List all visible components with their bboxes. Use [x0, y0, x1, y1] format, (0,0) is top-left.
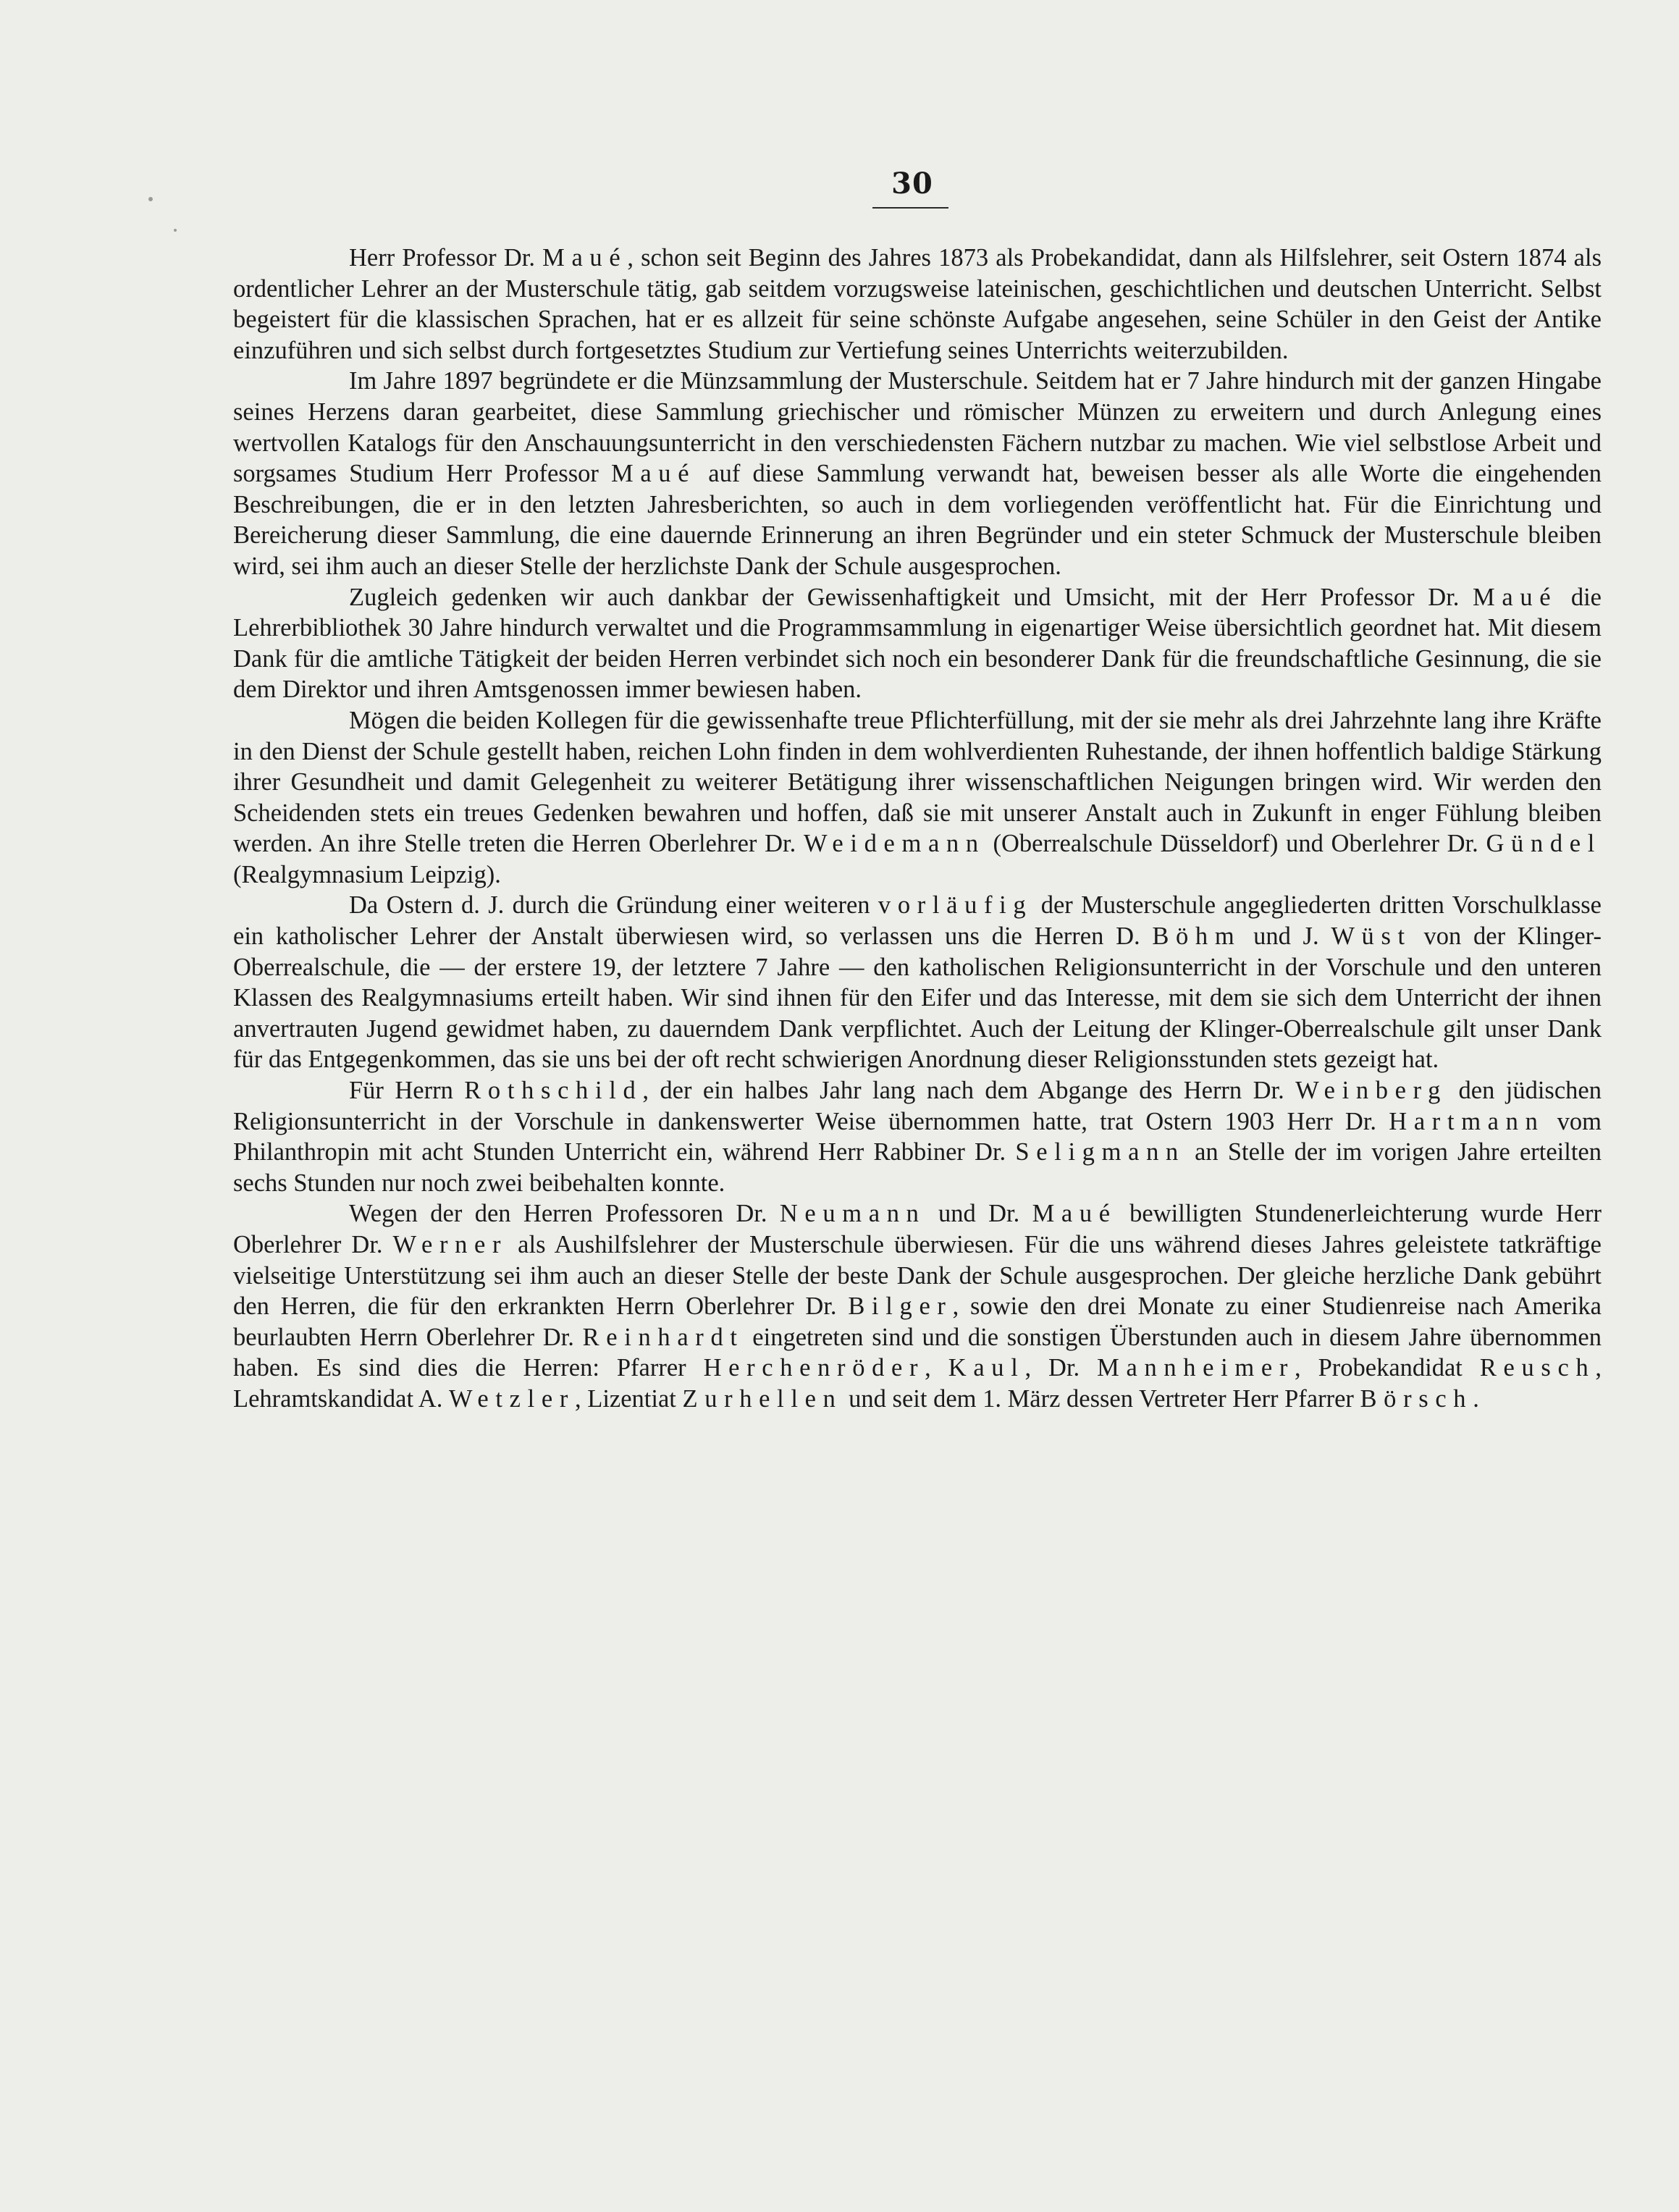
spaced-name: Werner [392, 1231, 508, 1258]
paragraph [233, 1198, 1602, 1414]
text-run: die Lehrerbibliothek 30 Jahre hindurch verwaltet und die Programmsammlung in eigenartiger Weise übersichtlich geordnet hat. Mit diesem Dank für die amtliche Tätigkeit der beiden Herren verbindet sich noch ein besonderer Dank für die freundschaftliche Gesinnung, die sie dem Direktor und ihren Amtsgenossen immer bewiesen haben. [233, 583, 1602, 704]
text-run: , Dr. [1024, 1354, 1098, 1382]
text-run: , der ein halbes Jahr lang nach dem Abgange des Herrn Dr. [642, 1077, 1296, 1105]
scan-speck [148, 197, 153, 201]
spaced-name: Weinberg [1295, 1077, 1448, 1105]
spaced-name: Maué [542, 244, 628, 272]
spaced-name: Hartmann [1389, 1107, 1545, 1135]
text-run: , Probekandidat [1295, 1354, 1480, 1382]
paragraph [233, 243, 1602, 366]
text-run: und J. [1241, 922, 1331, 951]
spaced-name: Börsch [1360, 1384, 1473, 1413]
spaced-name: vorläufig [878, 891, 1033, 920]
text-run: . [1473, 1384, 1479, 1413]
spaced-name: Mannheimer [1097, 1354, 1295, 1382]
text-run: , Lehramtskandidat A. [233, 1354, 1602, 1413]
spaced-name: Wüst [1331, 922, 1412, 951]
paragraph [233, 366, 1602, 581]
text-run: , schon seit Beginn des Jahres 1873 als Probekandidat, dann als Hilfslehrer, seit Ostern 1874 als ordentlicher Lehrer an der Musterschule tätig, gab seitdem vorzugsweise lateinischen, geschichtlichen und deutschen Unterricht. Selbst begeistert für die klassischen Sprachen, hat er es allzeit für seine schönste Aufgabe angesehen, seine Schüler in den Geist der Antike einzuführen und sich selbst durch fortgesetztes Studium zur Vertiefung seines Unterrichts weiterzubilden. [233, 244, 1602, 364]
paragraph [233, 705, 1602, 891]
spaced-name: Zurhellen [682, 1384, 843, 1413]
paragraph [233, 1075, 1602, 1198]
paragraph [233, 890, 1602, 1075]
text-run: Zugleich gedenken wir auch dankbar der Gewissenhaftigkeit und Umsicht, mit der Herr Professor Dr. [349, 583, 1473, 611]
spaced-name: Kaul [948, 1354, 1025, 1382]
spaced-name: Herchenröder [703, 1354, 925, 1382]
spaced-name: Bilger [848, 1292, 953, 1321]
spaced-name: Seligmann [1015, 1138, 1185, 1166]
spaced-name: Maué [610, 460, 697, 488]
text-run: von der Klinger-Oberrealschule, die — der erstere 19, der letztere 7 Jahre — den katholischen Religionsunterricht in der Vorschule und den unteren Klassen des Realgymnasiums erteilt haben. Wir sind ihnen für den Eifer und das Interesse, mit dem sie sich dem Unterricht der ihnen anvertrauten Jugend gewidmet haben, zu dauerndem Dank verpflichtet. Auch der Leitung der Klinger-Oberrealschule gilt unser Dank für das Entgegenkommen, das sie uns bei der oft recht schwierigen Anordnung dieser Religionsstunden stets gezeigt hat. [233, 922, 1602, 1074]
scan-speck [174, 229, 177, 232]
spaced-name: Rothschild [464, 1077, 643, 1105]
paragraph [233, 582, 1602, 705]
spaced-name: Wetzler [448, 1384, 575, 1413]
text-run: , [925, 1354, 948, 1382]
text-run: (Oberrealschule Düsseldorf) und Oberlehrer Dr. [985, 830, 1486, 858]
text-run: Herr Professor Dr. [349, 244, 543, 272]
text-run: der Musterschule angegliederten dritten Vorschulklasse ein katholischer Lehrer der Anstalt überwiesen wird, so verlassen uns die Herren D. [233, 891, 1602, 951]
text-run: Für Herrn [349, 1077, 465, 1105]
page-number-rule [872, 207, 948, 209]
text-run: , Lizentiat [575, 1384, 683, 1413]
text-run: bewilligten Stundenerleichterung wurde Herr Oberlehrer Dr. [233, 1200, 1602, 1258]
text-run: vom Philanthropin mit acht Stunden Unterricht ein, während Herr Rabbiner Dr. [233, 1107, 1602, 1166]
spaced-name: Böhm [1152, 922, 1242, 951]
text-run: und Dr. [925, 1200, 1032, 1228]
text-run: Mögen die beiden Kollegen für die gewissenhafte treue Pflichterfüllung, mit der sie mehr als drei Jahrzehnte lang ihre Kräfte in den Dienst der Schule gestellt haben, reichen Lohn finden in dem wohlverdienten Ruhestande, der ihnen hoffentlich baldige Stärkung ihrer Gesundheit und damit Gelegenheit zu weiterer Betätigung ihrer wissenschaftlichen Neigungen bringen wird. Wir werden den Scheidenden stets ein treues Gedenken bewahren und hoffen, daß sie mit unserer Anstalt auch in Zukunft in enger Fühlung bleiben werden. An ihre Stelle treten die Herren Oberlehrer Dr. [233, 706, 1602, 858]
page-number: 30 [891, 167, 933, 201]
spaced-name: Weidemann [803, 830, 985, 858]
text-run: Wegen der den Herren Professoren Dr. [349, 1200, 780, 1228]
text-run: auf diese Sammlung verwandt hat, beweisen besser als alle Worte die eingehenden Beschreibungen, die er in den letzten Jahresberichten, so auch in dem vorliegenden veröffentlicht hat. Für die Einrichtung und Bereicherung dieser Sammlung, die eine dauernde Erinnerung an ihren Begründer und ein steter Schmuck der Musterschule bleiben wird, sei ihm auch an dieser Stelle der herzlichste Dank der Schule ausgesprochen. [233, 460, 1602, 580]
text-run: Da Ostern d. J. durch die Gründung einer weiteren [349, 891, 878, 920]
spaced-name: Maué [1473, 583, 1558, 611]
spaced-name: Reusch [1479, 1354, 1596, 1382]
text-run: und seit dem 1. März dessen Vertreter Herr Pfarrer [842, 1384, 1360, 1413]
spaced-name: Reinhardt [582, 1323, 744, 1351]
spaced-name: Neumann [779, 1200, 926, 1228]
spaced-name: Gündel [1486, 830, 1602, 858]
text-run: , sowie den drei Monate zu einer Studienreise nach Amerika beurlaubten Herrn Oberlehrer Dr. [233, 1292, 1602, 1351]
text-run: eingetreten sind und die sonstigen Überstunden auch in diesem Jahre übernommen haben. Es sind dies die Herren: Pfarrer [233, 1323, 1602, 1382]
body-text [233, 243, 1602, 1415]
text-run: Im Jahre 1897 begründete er die Münzsammlung der Musterschule. Seitdem hat er 7 Jahre hindurch mit der ganzen Hingabe seines Herzens daran gearbeitet, diese Sammlung griechischer und römischer Münzen zu erweitern und durch Anlegung eines wertvollen Katalogs für den Anschauungsunterricht in den verschiedensten Fächern nutzbar zu machen. Wie viel selbstlose Arbeit und sorgsames Studium Herr Professor [233, 367, 1602, 488]
text-run: den jüdischen Religionsunterricht in der Vorschule in dankenswerter Weise übernommen hatte, trat Ostern 1903 Herr Dr. [233, 1077, 1602, 1135]
text-run: an Stelle der im vorigen Jahre erteilten sechs Stunden nur noch zwei beibehalten konnte. [233, 1138, 1602, 1197]
text-run: als Aushilfslehrer der Musterschule überwiesen. Für die uns während dieses Jahres geleistete tatkräftige vielseitige Unterstützung sei ihm auch an dieser Stelle der beste Dank der Schule ausgesprochen. Der gleiche herzliche Dank gebührt den Herren, die für den erkrankten Herrn Oberlehrer Dr. [233, 1231, 1602, 1321]
spaced-name: Maué [1032, 1200, 1117, 1228]
text-run: (Realgymnasium Leipzig). [233, 860, 501, 888]
